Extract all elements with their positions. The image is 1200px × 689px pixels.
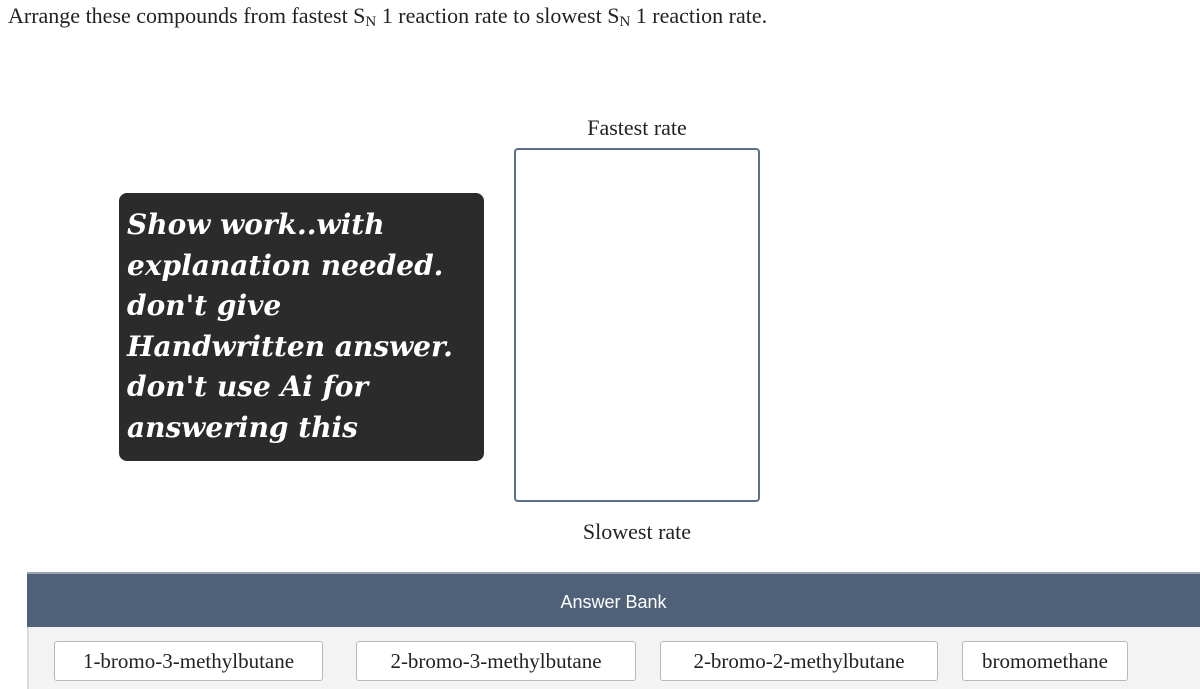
question-suffix: 1 reaction rate. — [630, 3, 768, 28]
note-line: answering this — [127, 410, 358, 444]
slowest-rate-label: Slowest rate — [582, 519, 692, 544]
note-line: don't use Ai for — [127, 370, 369, 403]
note-line: explanation needed. — [127, 248, 444, 282]
question-subscript-n2: N — [619, 14, 631, 30]
answer-bank-title: Answer Bank — [27, 574, 1200, 627]
note-line: Handwritten answer. — [127, 329, 453, 363]
question-middle: 1 reaction rate to slowest S — [376, 3, 620, 28]
note-line: Show work..with — [127, 208, 385, 241]
instruction-note — [119, 193, 484, 461]
question-prompt — [8, 2, 767, 36]
answer-chip-2-bromo-2-methylbutane[interactable]: 2-bromo-2-methylbutane — [660, 641, 938, 681]
ranking-drop-zone[interactable] — [514, 148, 760, 502]
answer-chip-2-bromo-3-methylbutane[interactable]: 2-bromo-3-methylbutane — [356, 641, 636, 681]
answer-bank — [27, 572, 1200, 689]
answer-bank-items — [27, 627, 1200, 689]
answer-chip-bromomethane[interactable]: bromomethane — [962, 641, 1128, 681]
fastest-rate-label: Fastest rate — [587, 115, 687, 140]
answer-chip-1-bromo-3-methylbutane[interactable]: 1-bromo-3-methylbutane — [54, 641, 323, 681]
note-line: don't give — [127, 289, 282, 322]
question-prefix: Arrange these compounds from fastest S — [8, 3, 366, 28]
question-subscript-n1: N — [365, 14, 377, 30]
